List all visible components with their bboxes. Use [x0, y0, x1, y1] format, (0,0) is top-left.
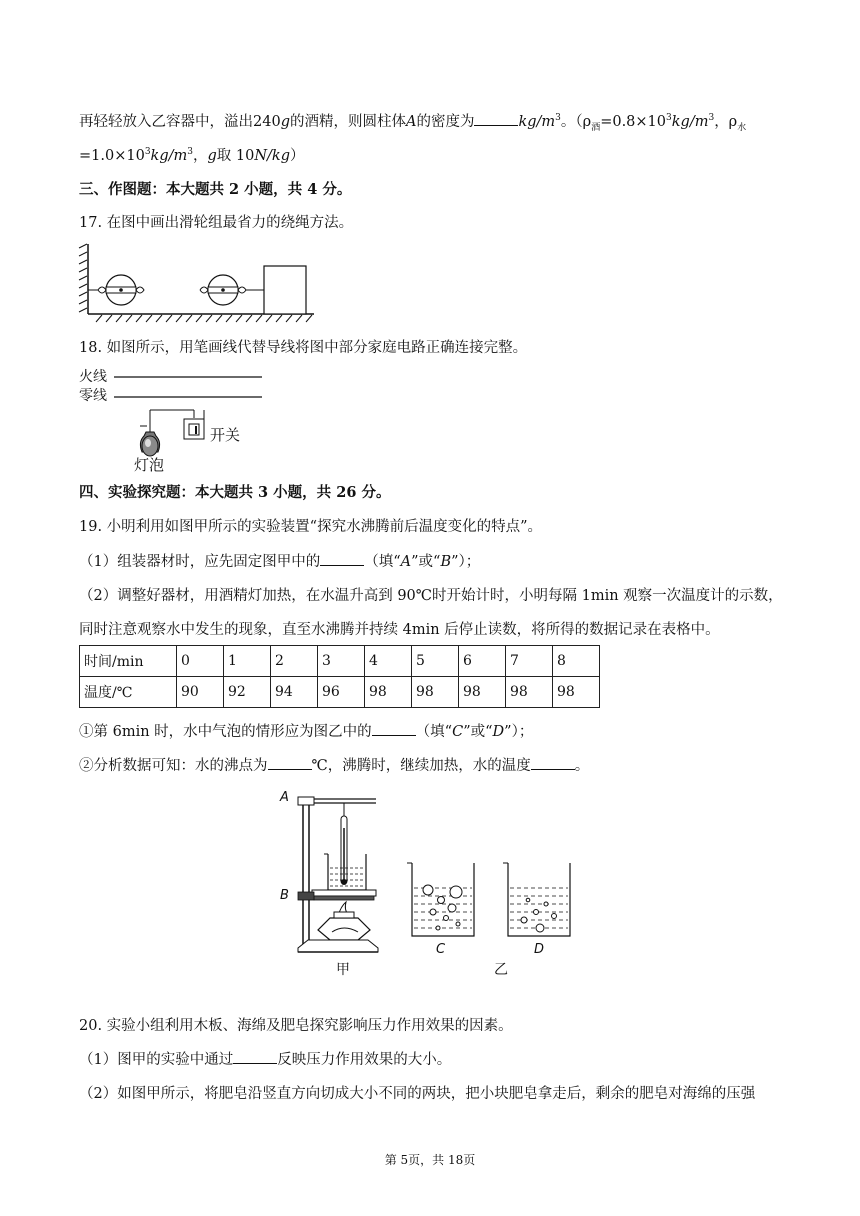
- question-19-sub-2: ②分析数据可知：水的沸点为 ℃，沸腾时，继续加热，水的温度 。: [79, 758, 590, 774]
- question-18: 18. 如图所示，用笔画线代替导线将图中部分家庭电路正确连接完整。: [79, 340, 528, 356]
- time-header: 时间/min: [80, 646, 177, 677]
- table-cell: 98: [553, 677, 600, 708]
- table-cell: 1: [224, 646, 271, 677]
- question-19-part-2-line-2: 同时注意观察水中发生的现象，直至水沸腾并持续 4min 后停止读数，将所得的数据记录在表格中。: [79, 622, 720, 638]
- question-19-stem: 19. 小明利用如图甲所示的实验装置“探究水沸腾前后温度变化的特点”。: [79, 519, 542, 535]
- question-17: 17. 在图中画出滑轮组最省力的绕绳方法。: [79, 215, 354, 231]
- q16-continuation-line-2: $=1.0\times 10^3kg/m^3$，g取 10N/kg）: [79, 147, 305, 164]
- table-cell: 98: [506, 677, 553, 708]
- question-19-sub-1: ①第 6min 时，水中气泡的情形应为图乙中的 （填“C”或“D”）；: [79, 724, 534, 740]
- page-footer: 第 5页，共 18页: [384, 1153, 476, 1167]
- table-cell: 98: [365, 677, 412, 708]
- table-cell: 98: [459, 677, 506, 708]
- question-20-stem: 20. 实验小组利用木板、海绵及肥皂探究影响压力作用效果的因素。: [79, 1018, 513, 1034]
- question-20-part-1: （1）图甲的实验中通过 反映压力作用效果的大小。: [79, 1052, 452, 1068]
- household-circuit-figure: [110, 370, 310, 460]
- neutral-wire-label: 零线: [79, 388, 107, 404]
- temp-header: 温度/℃: [80, 677, 177, 708]
- table-cell: 96: [318, 677, 365, 708]
- q16-continuation-line-1: 再轻轻放入乙容器中，溢出240g的酒精，则圆柱体A的密度为 $kg/m^3$。（$\rho_酒=0.8\times 10^3kg/m^3$，$\rho_水$: [79, 113, 747, 133]
- question-19-part-2-line-1: （2）调整好器材，用酒精灯加热，在水温升高到 90℃时开始计时，小明每隔 1min 观察一次温度计的示数，: [79, 588, 783, 604]
- switch-label: 开关: [210, 426, 241, 444]
- table-cell: 98: [412, 677, 459, 708]
- table-cell: 92: [224, 677, 271, 708]
- fig-label-D: D: [534, 942, 545, 957]
- section-3-heading: 三、作图题：本大题共 2 小题，共 4 分。: [79, 181, 352, 198]
- answer-blank[interactable]: [372, 723, 416, 736]
- fig-label-A: A: [280, 790, 289, 805]
- answer-blank[interactable]: [268, 757, 312, 770]
- question-20-part-2: （2）如图甲所示，将肥皂沿竖直方向切成大小不同的两块，把小块肥皂拿走后，剩余的肥皂对海绵的压强: [79, 1086, 756, 1102]
- table-cell: 2: [271, 646, 318, 677]
- data-table: [79, 645, 600, 708]
- answer-blank[interactable]: [531, 757, 575, 770]
- question-19-part-1: （1）组装器材时，应先固定图甲中的 （填“A”或“B”）；: [79, 554, 481, 570]
- fig-label-jia: 甲: [336, 962, 350, 978]
- table-cell: 7: [506, 646, 553, 677]
- pulley-system-figure: [76, 244, 316, 324]
- table-cell: 90: [177, 677, 224, 708]
- table-cell: 0: [177, 646, 224, 677]
- live-wire-label: 火线: [79, 369, 107, 385]
- section-4-heading: 四、实验探究题：本大题共 3 小题，共 26 分。: [79, 484, 391, 501]
- table-cell: 94: [271, 677, 318, 708]
- fig-label-B: B: [280, 888, 289, 903]
- table-cell: 5: [412, 646, 459, 677]
- answer-blank[interactable]: [474, 113, 518, 126]
- table-row: [80, 677, 600, 708]
- answer-blank[interactable]: [233, 1051, 277, 1064]
- table-cell: 6: [459, 646, 506, 677]
- fig-label-C: C: [436, 942, 446, 957]
- table-cell: 4: [365, 646, 412, 677]
- table-cell: 8: [553, 646, 600, 677]
- bulb-label: 灯泡: [134, 456, 165, 474]
- table-row: [80, 646, 600, 677]
- fig-label-yi: 乙: [494, 962, 508, 978]
- table-cell: 3: [318, 646, 365, 677]
- answer-blank[interactable]: [320, 553, 364, 566]
